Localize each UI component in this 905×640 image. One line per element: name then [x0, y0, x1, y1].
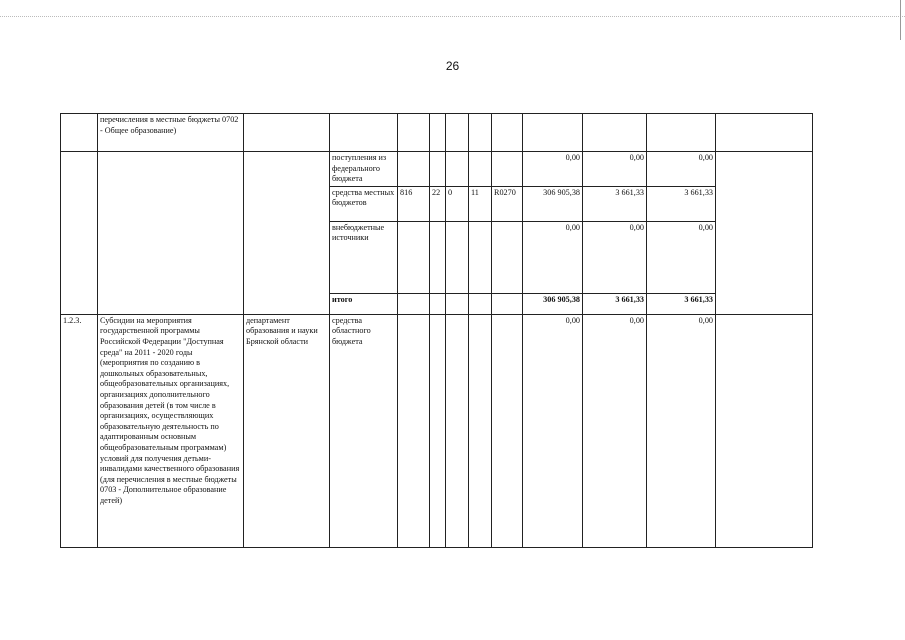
- cell-rz: [430, 293, 446, 314]
- cell-grbs: [398, 152, 430, 187]
- cell-kvr: [492, 152, 523, 187]
- cell-name: перечисления в местные бюджеты 0702 - Общее образование): [98, 114, 244, 152]
- cell-rz: [430, 314, 446, 547]
- cell-pr: 0: [446, 186, 469, 221]
- cell-total: 306 905,38: [523, 186, 583, 221]
- cell-executor: [244, 152, 330, 315]
- cell-year1: 3 661,33: [583, 186, 647, 221]
- cell-name: Субсидии на мероприятия государственной программы Российской Федерации "Доступная среда" на 2011 - 2020 годы (мероприятия по созданию в дошкольных образовательных, общеобразовательных организациях, организациях дополнительного образования детей (в том числе в организациях, осуществляющих образовательную деятельность по адаптированным основным общеобразовательным программам) условий для получения детьми-инвалидами качественного образования (для перечисления в местные бюджеты 0703 - Дополнительное образование детей): [98, 314, 244, 547]
- cell-grbs: 816: [398, 186, 430, 221]
- cell-executor: департамент образования и науки Брянской области: [244, 314, 330, 547]
- cell-pr: [446, 152, 469, 187]
- cell-source: [330, 114, 398, 152]
- budget-table: [60, 113, 813, 548]
- cell-total: 0,00: [523, 152, 583, 187]
- cell-note: [716, 314, 813, 547]
- cell-rz: 22: [430, 186, 446, 221]
- cell-name: [98, 152, 244, 315]
- table-row-item-1-2-3: [61, 314, 813, 547]
- cell-year2: 3 661,33: [647, 186, 716, 221]
- cell-year1: 3 661,33: [583, 293, 647, 314]
- cell-total: [523, 114, 583, 152]
- cell-year2: [647, 114, 716, 152]
- cell-executor: [244, 114, 330, 152]
- cell-grbs: [398, 293, 430, 314]
- cell-year1: 0,00: [583, 314, 647, 547]
- cell-grbs: [398, 114, 430, 152]
- cell-year2: 3 661,33: [647, 293, 716, 314]
- cell-kcsr: 11: [469, 186, 492, 221]
- cell-pr: [446, 293, 469, 314]
- cell-source: итого: [330, 293, 398, 314]
- scan-edge-mark: [900, 0, 901, 40]
- cell-pr: [446, 221, 469, 293]
- cell-kvr: R0270: [492, 186, 523, 221]
- cell-source: поступления из федерального бюджета: [330, 152, 398, 187]
- cell-year1: [583, 114, 647, 152]
- cell-rz: [430, 221, 446, 293]
- cell-year2: 0,00: [647, 152, 716, 187]
- cell-num: [61, 114, 98, 152]
- cell-pr: [446, 114, 469, 152]
- cell-source: внебюджетные источники: [330, 221, 398, 293]
- table-row-continuation: [61, 114, 813, 152]
- cell-kcsr: [469, 152, 492, 187]
- cell-kcsr: [469, 293, 492, 314]
- cell-num: [61, 152, 98, 315]
- cell-source: средства областного бюджета: [330, 314, 398, 547]
- cell-kvr: [492, 314, 523, 547]
- cell-year2: 0,00: [647, 221, 716, 293]
- cell-grbs: [398, 314, 430, 547]
- cell-total: 0,00: [523, 221, 583, 293]
- page-number: 26: [445, 59, 460, 73]
- cell-year1: 0,00: [583, 221, 647, 293]
- cell-rz: [430, 152, 446, 187]
- cell-kcsr: [469, 314, 492, 547]
- cell-note: [716, 152, 813, 315]
- cell-source: средства местных бюджетов: [330, 186, 398, 221]
- cell-kvr: [492, 114, 523, 152]
- cell-pr: [446, 314, 469, 547]
- cell-num: 1.2.3.: [61, 314, 98, 547]
- table-row-federal: [61, 152, 813, 187]
- cell-year2: 0,00: [647, 314, 716, 547]
- cell-total: 0,00: [523, 314, 583, 547]
- cell-kcsr: [469, 221, 492, 293]
- cell-year1: 0,00: [583, 152, 647, 187]
- scan-border-line: [0, 16, 905, 18]
- cell-kvr: [492, 293, 523, 314]
- cell-total: 306 905,38: [523, 293, 583, 314]
- cell-rz: [430, 114, 446, 152]
- cell-note: [716, 114, 813, 152]
- cell-kvr: [492, 221, 523, 293]
- cell-kcsr: [469, 114, 492, 152]
- cell-grbs: [398, 221, 430, 293]
